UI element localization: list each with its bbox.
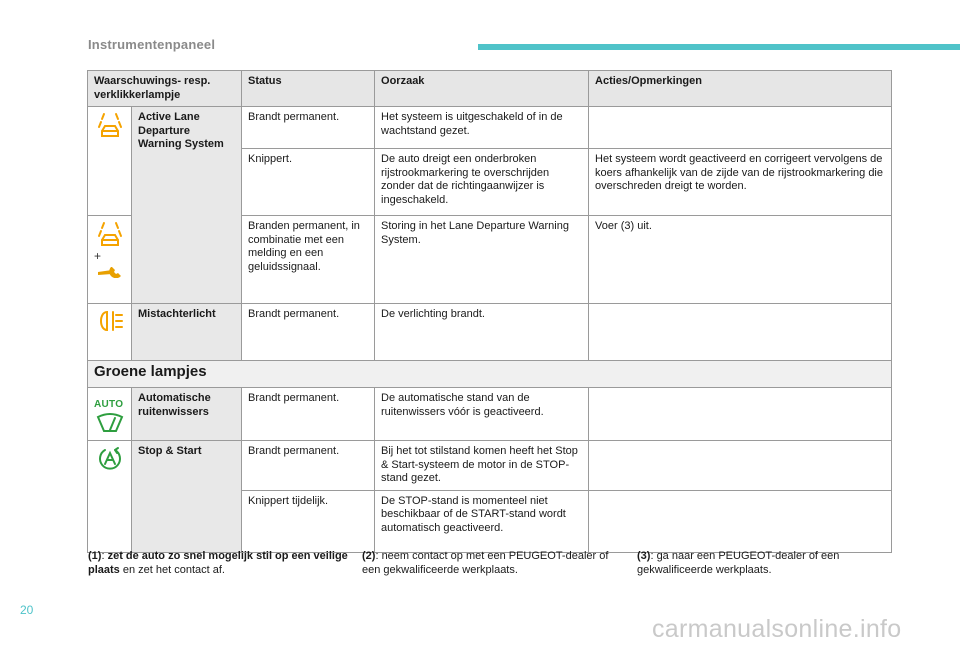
action-cell: Voer (3) uit. [589, 216, 892, 304]
lamp-name: Active Lane Departure Warning System [132, 107, 242, 304]
lamp-icon-cell [88, 216, 132, 304]
header-accent-bar [478, 44, 960, 50]
status-cell: Branden permanent, in combinatie met een melding en een geluidssignaal. [242, 216, 375, 304]
cause-cell: De verlichting brandt. [375, 304, 589, 361]
auto-label: AUTO [94, 399, 124, 410]
lamp-name: Mistachterlicht [132, 304, 242, 361]
cause-cell: Storing in het Lane Departure Warning System. [375, 216, 589, 304]
table-row [88, 441, 892, 491]
lamp-name: Automatische ruitenwissers [132, 388, 242, 441]
action-cell [589, 107, 892, 149]
footnote-ref: (1) [88, 550, 102, 562]
footnote-separator: : [101, 550, 108, 562]
windscreen-wiper-icon [95, 412, 125, 434]
table-header-row [88, 71, 892, 107]
cause-cell: De auto dreigt een onderbroken rijstrookmarkering te overschrijden zonder dat de richtingaanwijzer is ingeschakeld. [375, 149, 589, 216]
cause-cell: De STOP-stand is momenteel niet beschikbaar of de START-stand wordt automatisch geactiveerd. [375, 490, 589, 552]
action-cell [589, 304, 892, 361]
column-header-cause: Oorzaak [375, 71, 589, 107]
cause-cell: Bij het tot stilstand komen heeft het Stop & Start-systeem de motor in de STOP-stand gezet. [375, 441, 589, 491]
lane-departure-icon [95, 111, 125, 141]
footnote-text: : ga naar een PEUGEOT-dealer of een gekwalificeerde werkplaats. [637, 550, 840, 576]
footnote-3 [637, 549, 897, 577]
lamp-icon-cell [88, 388, 132, 441]
table-row [88, 388, 892, 441]
column-header-lamp: Waarschuwings- resp. verklikkerlampje [88, 71, 242, 107]
page-header-title: Instrumentenpaneel [88, 37, 216, 52]
lamp-icon-cell [88, 304, 132, 361]
footnote-bold-text: zet de auto zo snel mogelijk stil op een veilige plaats [88, 550, 348, 576]
action-cell [589, 388, 892, 441]
column-header-status: Status [242, 71, 375, 107]
table-row [88, 107, 892, 149]
watermark: carmanualsonline.info [652, 615, 902, 643]
table-row [88, 304, 892, 361]
lamp-icon-cell [88, 441, 132, 553]
warning-lights-table [87, 70, 892, 553]
footnote-ref: (2) [362, 550, 376, 562]
stop-start-icon [96, 445, 124, 473]
action-cell: Het systeem wordt geactiveerd en corrigeert vervolgens de koers afhankelijk van de zijde van de rijstrookmarkering die overschreden dreigt te worden. [589, 149, 892, 216]
status-cell: Brandt permanent. [242, 441, 375, 491]
plus-sign: + [94, 249, 102, 263]
action-cell [589, 441, 892, 491]
wrench-icon [95, 262, 125, 278]
column-header-actions: Acties/Opmerkingen [589, 71, 892, 107]
page-number: 20 [20, 603, 34, 617]
rear-fog-light-icon [95, 308, 125, 334]
status-cell: Knippert tijdelijk. [242, 490, 375, 552]
status-cell: Brandt permanent. [242, 304, 375, 361]
footnote-text: en zet het contact af. [119, 564, 225, 576]
cause-cell: De automatische stand van de ruitenwissers vóór is geactiveerd. [375, 388, 589, 441]
lane-departure-icon [95, 220, 125, 250]
footnote-text: : neem contact op met een PEUGEOT-dealer of een gekwalificeerde werkplaats. [362, 550, 609, 576]
status-cell: Knippert. [242, 149, 375, 216]
footnote-2 [362, 549, 622, 577]
action-cell [589, 490, 892, 552]
section-heading-green: Groene lampjes [88, 361, 892, 388]
status-cell: Brandt permanent. [242, 388, 375, 441]
status-cell: Brandt permanent. [242, 107, 375, 149]
cause-cell: Het systeem is uitgeschakeld of in de wachtstand gezet. [375, 107, 589, 149]
section-row [88, 361, 892, 388]
footnote-ref: (3) [637, 550, 651, 562]
lamp-icon-cell [88, 107, 132, 216]
lamp-name: Stop & Start [132, 441, 242, 553]
footnote-1 [88, 549, 348, 577]
